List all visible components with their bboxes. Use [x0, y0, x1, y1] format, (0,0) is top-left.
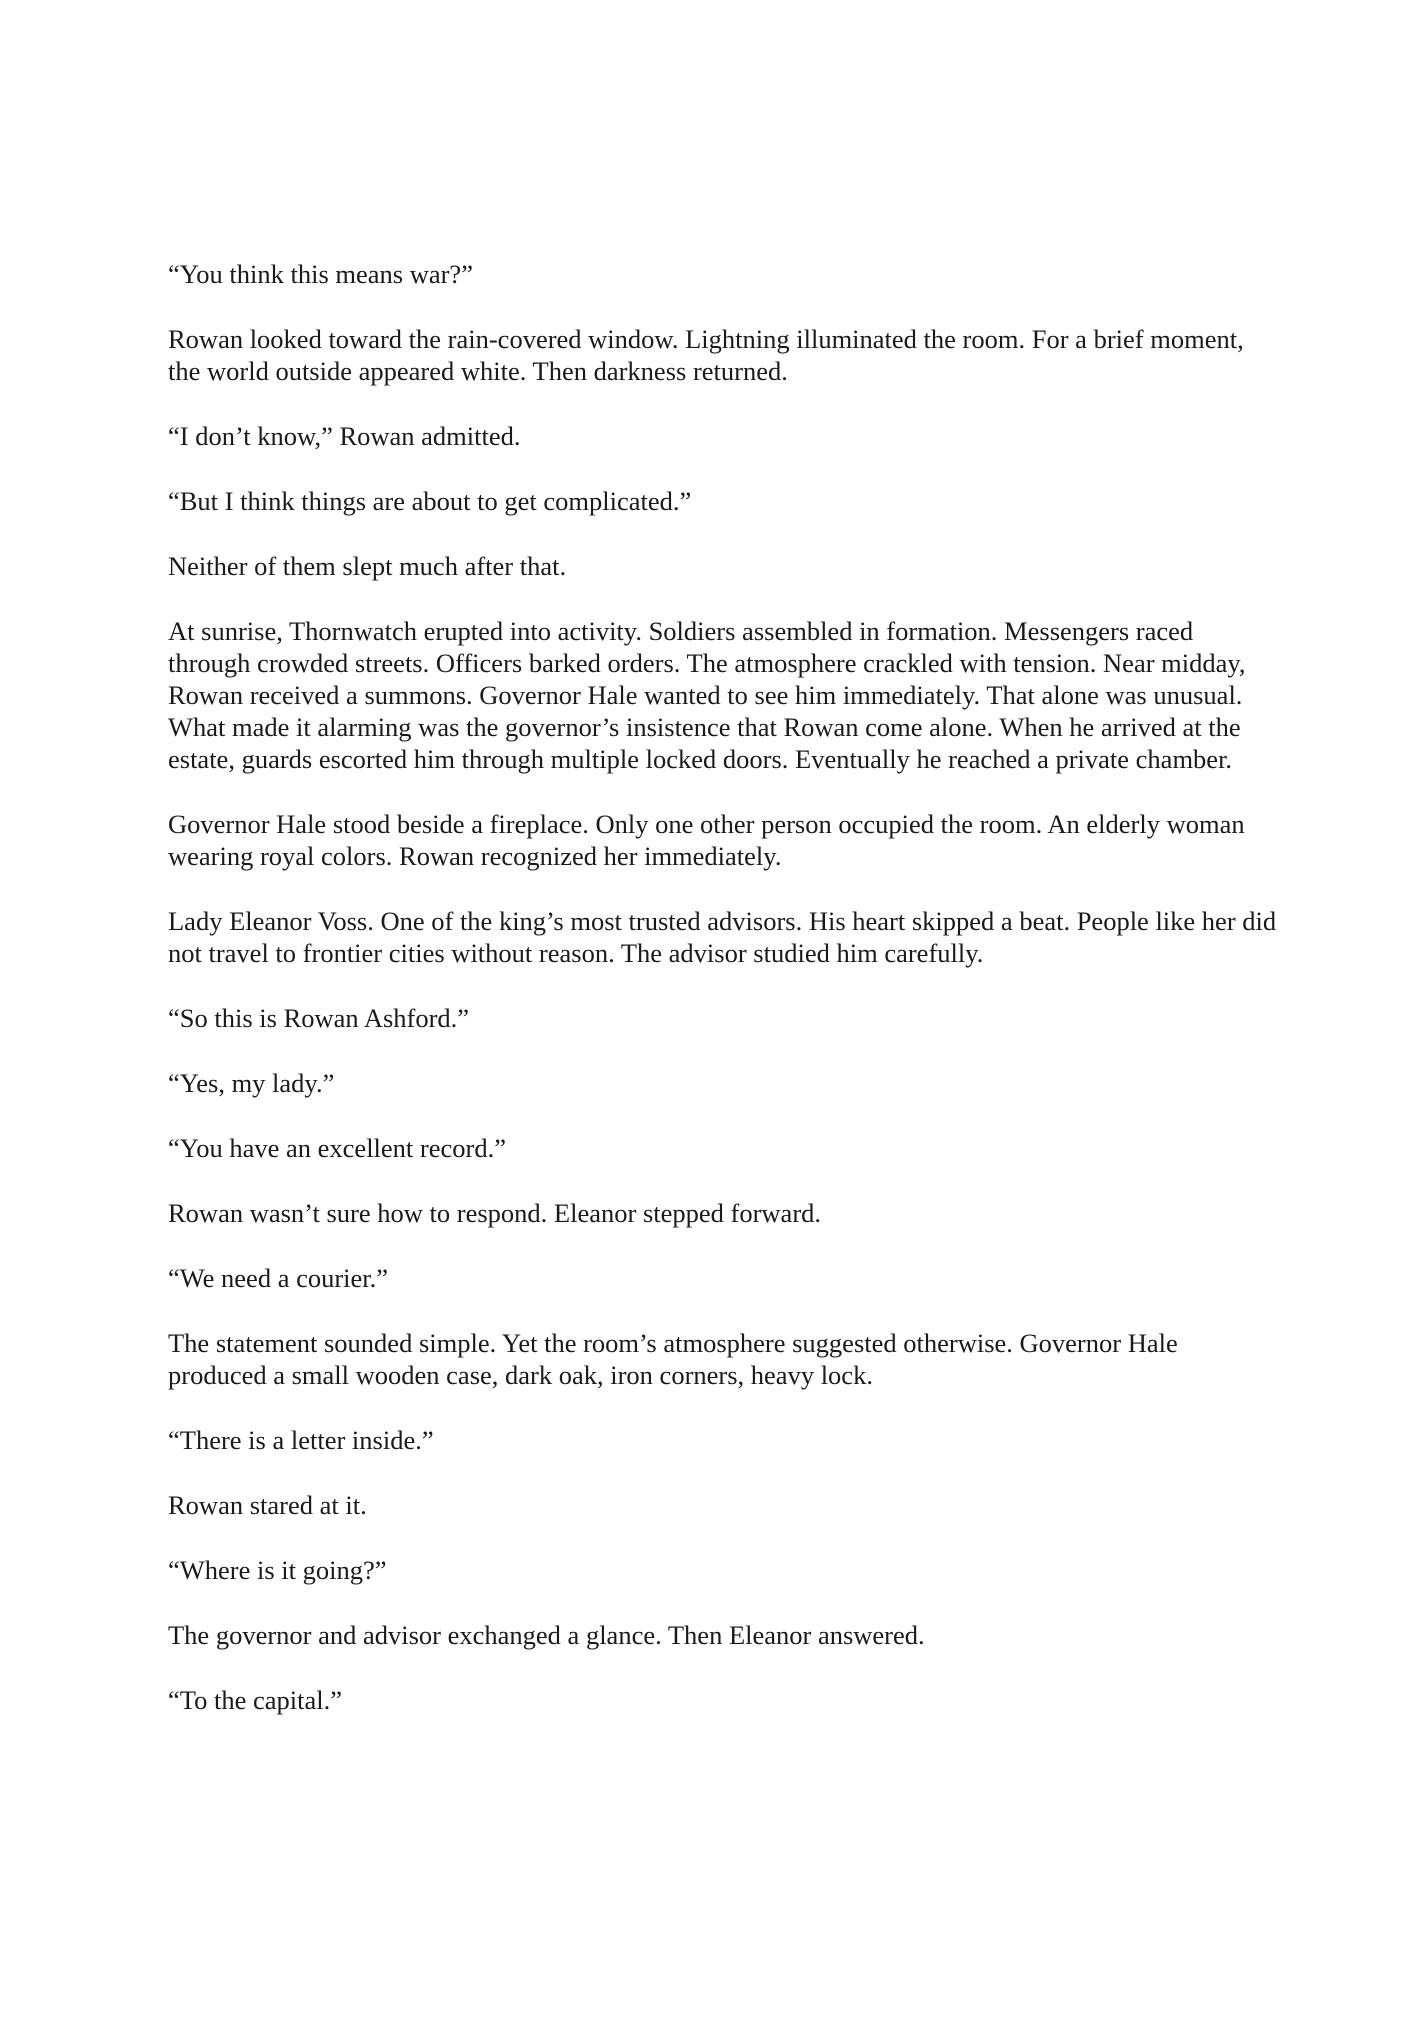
paragraph: “So this is Rowan Ashford.”	[168, 1003, 470, 1033]
paragraph: The governor and advisor exchanged a glance. Then Eleanor answered.	[168, 1620, 925, 1650]
paragraph: Rowan wasn’t sure how to respond. Eleanor stepped forward.	[168, 1198, 822, 1228]
paragraph: “But I think things are about to get complicated.”	[168, 486, 692, 516]
paragraph: At sunrise, Thornwatch erupted into activity. Soldiers assembled in formation. Messengers raced through crowded streets. Officers barked orders. The atmosphere crackled with tension. Near midday, Rowan received a summons. Governor Hale wanted to see him immediately. That alone was unusual. What made it alarming was the governor’s insistence that Rowan come alone. When he arrived at the estate, guards escorted him through multiple locked doors. Eventually he reached a private chamber.	[168, 616, 1246, 774]
paragraph: “There is a letter inside.”	[168, 1425, 434, 1455]
document-body	[168, 258, 1278, 1749]
paragraph: Neither of them slept much after that.	[168, 551, 567, 581]
paragraph: “Yes, my lady.”	[168, 1068, 335, 1098]
paragraph: “You think this means war?”	[168, 259, 473, 289]
paragraph: The statement sounded simple. Yet the room’s atmosphere suggested otherwise. Governor Hale produced a small wooden case, dark oak, iron corners, heavy lock.	[168, 1328, 1178, 1390]
paragraph: “You have an excellent record.”	[168, 1133, 506, 1163]
paragraph: Rowan stared at it.	[168, 1490, 367, 1520]
paragraph: “We need a courier.”	[168, 1263, 389, 1293]
paragraph: “Where is it going?”	[168, 1555, 387, 1585]
paragraph: “I don’t know,” Rowan admitted.	[168, 421, 521, 451]
paragraph: Governor Hale stood beside a fireplace. Only one other person occupied the room. An elderly woman wearing royal colors. Rowan recognized her immediately.	[168, 809, 1245, 871]
paragraph: Rowan looked toward the rain-covered window. Lightning illuminated the room. For a brief moment, the world outside appeared white. Then darkness returned.	[168, 324, 1244, 386]
paragraph: Lady Eleanor Voss. One of the king’s most trusted advisors. His heart skipped a beat. People like her did not travel to frontier cities without reason. The advisor studied him carefully.	[168, 906, 1277, 968]
paragraph: “To the capital.”	[168, 1685, 342, 1715]
